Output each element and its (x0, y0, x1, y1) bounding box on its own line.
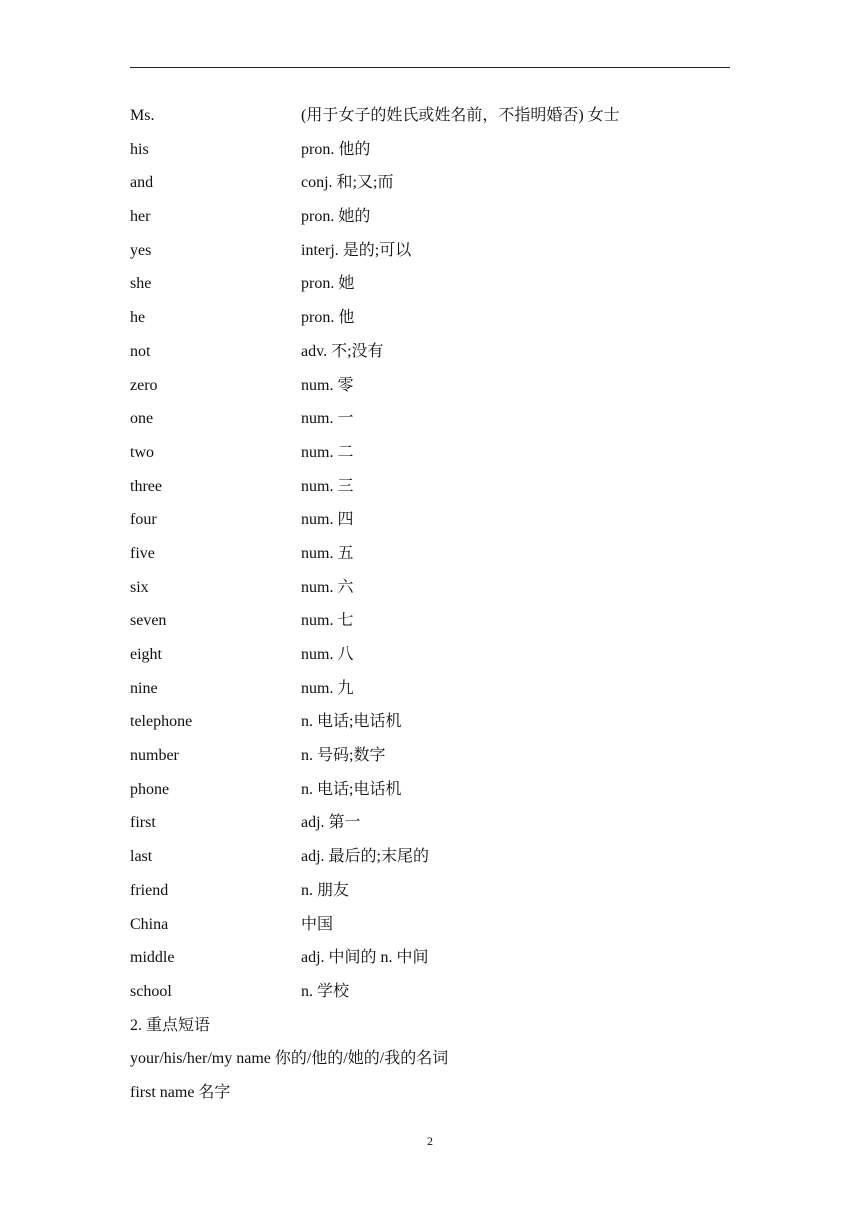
page-number: 2 (427, 1134, 433, 1148)
vocabulary-row (130, 301, 730, 335)
vocabulary-row (130, 975, 730, 1009)
vocabulary-word: China (130, 915, 169, 933)
vocabulary-definition: conj. 和;又;而 (301, 174, 394, 192)
vocabulary-word: eight (130, 646, 162, 663)
phrase-line: first name 名字 (130, 1083, 231, 1101)
vocabulary-word: five (130, 544, 155, 562)
vocabulary-row (130, 672, 730, 706)
vocabulary-definition: num. 二 (301, 443, 354, 461)
vocabulary-word: four (130, 511, 157, 529)
vocabulary-word: first (130, 814, 156, 832)
vocabulary-definition: adv. 不;没有 (301, 342, 384, 360)
vocabulary-definition: adj. 最后的;末尾的 (301, 848, 429, 866)
vocabulary-definition: pron. 她的 (301, 208, 371, 226)
vocabulary-word: seven (130, 612, 167, 630)
vocabulary-definition: num. 七 (301, 612, 354, 630)
vocabulary-definition: num. 五 (301, 544, 354, 562)
vocabulary-word: yes (130, 241, 152, 259)
vocabulary-row (130, 402, 730, 436)
vocabulary-word: telephone (130, 713, 193, 731)
vocabulary-definition: 中国 (301, 915, 334, 933)
vocabulary-row (130, 739, 730, 773)
vocabulary-row (130, 503, 730, 537)
vocabulary-definition: n. 学校 (301, 982, 350, 1000)
vocabulary-word: and (130, 174, 154, 192)
vocabulary-definition: pron. 他 (301, 309, 355, 327)
vocabulary-word: friend (130, 881, 169, 899)
vocabulary-list (130, 99, 730, 1009)
vocabulary-definition: interj. 是的;可以 (301, 241, 412, 259)
vocabulary-word: her (130, 208, 151, 226)
vocabulary-definition: adj. 中间的 n. 中间 (301, 949, 429, 967)
vocabulary-row (130, 369, 730, 403)
vocabulary-word: nine (130, 679, 158, 697)
vocabulary-row (130, 874, 730, 908)
vocabulary-word: three (130, 477, 162, 495)
vocabulary-definition: num. 零 (301, 376, 354, 394)
vocabulary-row (130, 200, 730, 234)
vocabulary-row (130, 840, 730, 874)
vocabulary-row (130, 705, 730, 739)
vocabulary-word: six (130, 578, 149, 596)
vocabulary-word: Ms. (130, 107, 155, 124)
vocabulary-definition: n. 朋友 (301, 881, 350, 899)
vocabulary-definition: n. 号码;数字 (301, 747, 386, 765)
vocabulary-definition: pron. 他的 (301, 140, 371, 158)
vocabulary-word: school (130, 982, 172, 1000)
vocabulary-word: one (130, 410, 154, 428)
vocabulary-definition: num. 三 (301, 477, 354, 495)
vocabulary-row (130, 638, 730, 672)
header-rule (130, 67, 730, 68)
vocabulary-definition: (用于女子的姓氏或姓名前，不指明婚否) 女士 (301, 107, 620, 124)
vocabulary-row (130, 571, 730, 605)
vocabulary-word: number (130, 747, 179, 765)
vocabulary-word: two (130, 443, 154, 461)
vocabulary-row (130, 166, 730, 200)
vocabulary-definition: num. 八 (301, 646, 354, 663)
vocabulary-word: he (130, 309, 146, 327)
page-content (130, 99, 730, 1110)
vocabulary-word: zero (130, 376, 158, 394)
vocabulary-definition: num. 六 (301, 578, 354, 596)
vocabulary-row (130, 267, 730, 301)
vocabulary-definition: n. 电话;电话机 (301, 780, 402, 798)
vocabulary-row (130, 99, 730, 133)
vocabulary-row (130, 133, 730, 167)
section-heading-key-phrases: 2. 重点短语 (130, 1016, 211, 1034)
vocabulary-row (130, 806, 730, 840)
phrase-line: your/his/her/my name 你的/他的/她的/我的名词 (130, 1050, 449, 1068)
vocabulary-definition: num. 四 (301, 511, 354, 529)
vocabulary-row (130, 436, 730, 470)
vocabulary-row (130, 773, 730, 807)
vocabulary-word: she (130, 275, 152, 293)
vocabulary-word: last (130, 848, 153, 866)
vocabulary-row (130, 470, 730, 504)
vocabulary-row (130, 234, 730, 268)
vocabulary-row (130, 908, 730, 942)
vocabulary-definition: num. 九 (301, 679, 354, 697)
vocabulary-row (130, 537, 730, 571)
vocabulary-definition: pron. 她 (301, 275, 355, 293)
vocabulary-definition: adj. 第一 (301, 814, 361, 832)
vocabulary-word: middle (130, 949, 175, 967)
vocabulary-definition: num. 一 (301, 410, 354, 428)
vocabulary-row (130, 941, 730, 975)
vocabulary-row (130, 335, 730, 369)
vocabulary-definition: n. 电话;电话机 (301, 713, 402, 731)
vocabulary-word: his (130, 140, 149, 158)
vocabulary-word: phone (130, 780, 170, 798)
vocabulary-word: not (130, 342, 151, 360)
vocabulary-row (130, 604, 730, 638)
